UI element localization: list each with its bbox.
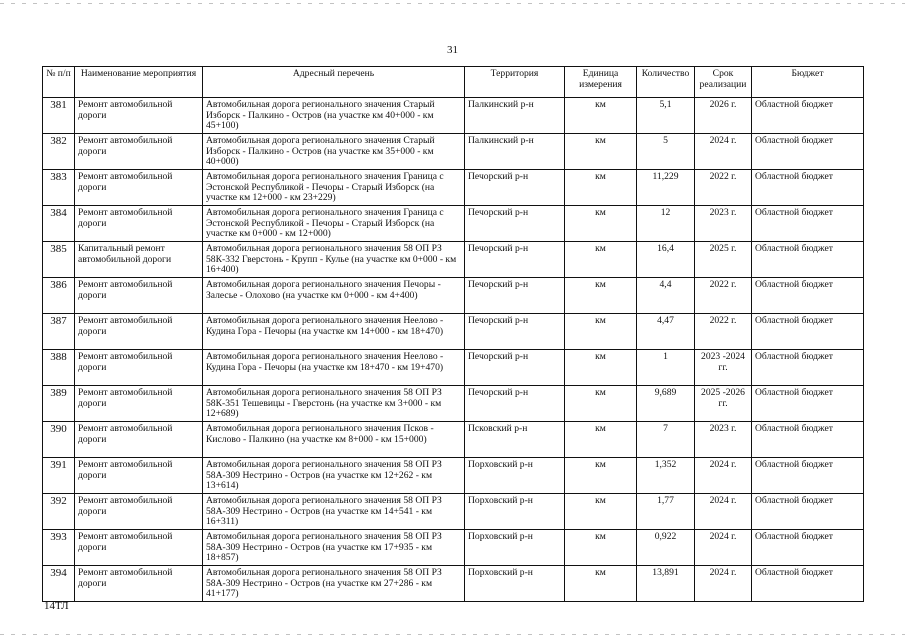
cell-qty: 1,77 — [637, 494, 695, 530]
table-row — [43, 206, 864, 242]
cell-term: 2024 г. — [695, 530, 752, 566]
cell-qty: 4,4 — [637, 278, 695, 314]
cell-term: 2023 г. — [695, 206, 752, 242]
cell-budget: Областной бюджет — [752, 386, 864, 422]
cell-territory: Псковский р-н — [465, 422, 565, 458]
cell-name: Ремонт автомобильной дороги — [75, 386, 203, 422]
cell-num: 390 — [43, 422, 75, 458]
cell-name: Ремонт автомобильной дороги — [75, 422, 203, 458]
cell-address: Автомобильная дорога регионального значения 58 ОП РЗ 58А-309 Нестрино - Остров (на участке км 12+262 - км 13+614) — [203, 458, 465, 494]
header-qty: Количество — [637, 67, 695, 98]
table-row — [43, 458, 864, 494]
cell-territory: Порховский р-н — [465, 458, 565, 494]
cell-address: Автомобильная дорога регионального значения Псков - Кислово - Палкино (на участке км 8+000 - км 15+000) — [203, 422, 465, 458]
cell-address: Автомобильная дорога регионального значения 58 ОП РЗ 58К-351 Тешевицы - Гверстонь (на участке км 3+000 - км 12+689) — [203, 386, 465, 422]
table-body — [43, 98, 864, 602]
cell-name: Ремонт автомобильной дороги — [75, 134, 203, 170]
cell-territory: Печорский р-н — [465, 206, 565, 242]
cell-term: 2024 г. — [695, 494, 752, 530]
cell-address: Автомобильная дорога регионального значения Старый Изборск - Палкино - Остров (на участке км 35+000 - км 40+000) — [203, 134, 465, 170]
cell-term: 2024 г. — [695, 134, 752, 170]
cell-unit: км — [565, 206, 637, 242]
header-unit: Единица измерения — [565, 67, 637, 98]
header-address: Адресный перечень — [203, 67, 465, 98]
cell-address: Автомобильная дорога регионального значения 58 ОП РЗ 58А-309 Нестрино - Остров (на участке км 14+541 - км 16+311) — [203, 494, 465, 530]
cell-term: 2025 г. — [695, 242, 752, 278]
cell-unit: км — [565, 242, 637, 278]
cell-term: 2025 -2026 гг. — [695, 386, 752, 422]
cell-num: 381 — [43, 98, 75, 134]
cell-territory: Печорский р-н — [465, 242, 565, 278]
table-header-row — [43, 67, 864, 98]
cell-address: Автомобильная дорога регионального значения 58 ОП РЗ 58А-309 Нестрино - Остров (на участке км 27+286 - км 41+177) — [203, 566, 465, 602]
cell-budget: Областной бюджет — [752, 98, 864, 134]
cell-qty: 12 — [637, 206, 695, 242]
cell-qty: 4,47 — [637, 314, 695, 350]
cell-unit: км — [565, 350, 637, 386]
footer-code: 14ТЛ — [44, 600, 69, 612]
cell-qty: 5 — [637, 134, 695, 170]
table-row — [43, 386, 864, 422]
table-row — [43, 98, 864, 134]
cell-unit: км — [565, 98, 637, 134]
cell-name: Ремонт автомобильной дороги — [75, 566, 203, 602]
cell-name: Ремонт автомобильной дороги — [75, 494, 203, 530]
scan-artifact-bottom — [0, 634, 905, 635]
cell-budget: Областной бюджет — [752, 566, 864, 602]
table-row — [43, 278, 864, 314]
cell-num: 384 — [43, 206, 75, 242]
header-name: Наименование мероприятия — [75, 67, 203, 98]
cell-unit: км — [565, 278, 637, 314]
cell-num: 393 — [43, 530, 75, 566]
cell-unit: км — [565, 422, 637, 458]
cell-budget: Областной бюджет — [752, 350, 864, 386]
cell-unit: км — [565, 458, 637, 494]
roads-table — [42, 66, 864, 602]
cell-budget: Областной бюджет — [752, 494, 864, 530]
cell-qty: 9,689 — [637, 386, 695, 422]
table-row — [43, 530, 864, 566]
cell-territory: Палкинский р-н — [465, 134, 565, 170]
cell-unit: км — [565, 134, 637, 170]
cell-unit: км — [565, 314, 637, 350]
cell-territory: Печорский р-н — [465, 278, 565, 314]
cell-territory: Порховский р-н — [465, 530, 565, 566]
table-row — [43, 350, 864, 386]
cell-budget: Областной бюджет — [752, 206, 864, 242]
cell-budget: Областной бюджет — [752, 422, 864, 458]
cell-num: 394 — [43, 566, 75, 602]
cell-territory: Печорский р-н — [465, 350, 565, 386]
cell-address: Автомобильная дорога регионального значения 58 ОП РЗ 58К-332 Гверстонь - Крупп - Кулье (на участке км 0+000 - км 16+400) — [203, 242, 465, 278]
cell-name: Ремонт автомобильной дороги — [75, 170, 203, 206]
cell-num: 389 — [43, 386, 75, 422]
cell-budget: Областной бюджет — [752, 314, 864, 350]
cell-address: Автомобильная дорога регионального значения 58 ОП РЗ 58А-309 Нестрино - Остров (на участке км 17+935 - км 18+857) — [203, 530, 465, 566]
cell-term: 2022 г. — [695, 278, 752, 314]
cell-term: 2024 г. — [695, 458, 752, 494]
cell-qty: 5,1 — [637, 98, 695, 134]
cell-territory: Печорский р-н — [465, 314, 565, 350]
header-num: № п/п — [43, 67, 75, 98]
table-row — [43, 494, 864, 530]
cell-address: Автомобильная дорога регионального значения Граница с Эстонской Республикой - Печоры - Старый Изборск (на участке км 0+000 - км 12+000) — [203, 206, 465, 242]
cell-name: Ремонт автомобильной дороги — [75, 350, 203, 386]
cell-territory: Печорский р-н — [465, 386, 565, 422]
table-row — [43, 170, 864, 206]
cell-num: 385 — [43, 242, 75, 278]
cell-budget: Областной бюджет — [752, 170, 864, 206]
cell-address: Автомобильная дорога регионального значения Неелово - Кудина Гора - Печоры (на участке км 18+470 - км 19+470) — [203, 350, 465, 386]
cell-num: 382 — [43, 134, 75, 170]
cell-num: 383 — [43, 170, 75, 206]
cell-qty: 7 — [637, 422, 695, 458]
cell-num: 386 — [43, 278, 75, 314]
cell-unit: км — [565, 386, 637, 422]
cell-qty: 13,891 — [637, 566, 695, 602]
scan-artifact-top — [0, 3, 905, 4]
table-row — [43, 242, 864, 278]
cell-unit: км — [565, 530, 637, 566]
table-row — [43, 422, 864, 458]
cell-name: Ремонт автомобильной дороги — [75, 278, 203, 314]
cell-name: Ремонт автомобильной дороги — [75, 98, 203, 134]
header-territory: Территория — [465, 67, 565, 98]
cell-qty: 11,229 — [637, 170, 695, 206]
cell-unit: км — [565, 170, 637, 206]
cell-num: 388 — [43, 350, 75, 386]
table-row — [43, 566, 864, 602]
cell-territory: Палкинский р-н — [465, 98, 565, 134]
cell-term: 2023 -2024 гг. — [695, 350, 752, 386]
cell-term: 2022 г. — [695, 170, 752, 206]
cell-unit: км — [565, 494, 637, 530]
header-budget: Бюджет — [752, 67, 864, 98]
cell-name: Ремонт автомобильной дороги — [75, 314, 203, 350]
cell-term: 2022 г. — [695, 314, 752, 350]
cell-territory: Порховский р-н — [465, 566, 565, 602]
cell-qty: 16,4 — [637, 242, 695, 278]
cell-name: Капитальный ремонт автомобильной дороги — [75, 242, 203, 278]
cell-address: Автомобильная дорога регионального значения Граница с Эстонской Республикой - Печоры - Старый Изборск (на участке км 12+000 - км 23+229) — [203, 170, 465, 206]
cell-num: 391 — [43, 458, 75, 494]
cell-num: 387 — [43, 314, 75, 350]
cell-num: 392 — [43, 494, 75, 530]
cell-address: Автомобильная дорога регионального значения Неелово - Кудина Гора - Печоры (на участке км 14+000 - км 18+470) — [203, 314, 465, 350]
header-term: Срок реализации — [695, 67, 752, 98]
cell-budget: Областной бюджет — [752, 458, 864, 494]
table-row — [43, 134, 864, 170]
cell-budget: Областной бюджет — [752, 530, 864, 566]
cell-qty: 1 — [637, 350, 695, 386]
cell-budget: Областной бюджет — [752, 242, 864, 278]
cell-term: 2023 г. — [695, 422, 752, 458]
cell-name: Ремонт автомобильной дороги — [75, 206, 203, 242]
cell-address: Автомобильная дорога регионального значения Старый Изборск - Палкино - Остров (на участке км 40+000 - км 45+100) — [203, 98, 465, 134]
cell-term: 2024 г. — [695, 566, 752, 602]
cell-qty: 1,352 — [637, 458, 695, 494]
cell-qty: 0,922 — [637, 530, 695, 566]
cell-budget: Областной бюджет — [752, 134, 864, 170]
cell-name: Ремонт автомобильной дороги — [75, 458, 203, 494]
cell-budget: Областной бюджет — [752, 278, 864, 314]
cell-territory: Печорский р-н — [465, 170, 565, 206]
cell-term: 2026 г. — [695, 98, 752, 134]
page-number: 31 — [447, 44, 458, 56]
cell-address: Автомобильная дорога регионального значения Печоры - Залесье - Олохово (на участке км 0+000 - км 4+400) — [203, 278, 465, 314]
cell-territory: Порховский р-н — [465, 494, 565, 530]
cell-unit: км — [565, 566, 637, 602]
cell-name: Ремонт автомобильной дороги — [75, 530, 203, 566]
table-row — [43, 314, 864, 350]
